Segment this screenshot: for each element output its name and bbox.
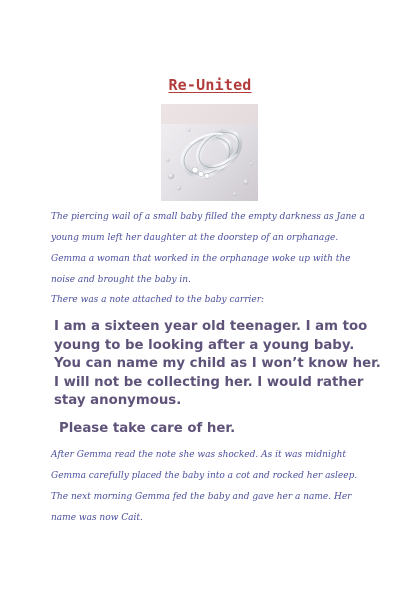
note-body: I am a sixteen year old teenager. I am too young to be looking after a young baby. You can name my child as I won’t know her. I will not be collecting her. I would rather stay anonymous. — [54, 319, 381, 408]
paragraph-aftermath: After Gemma read the note she was shocked. As it was midnight Gemma carefully placed the baby into a cot and rocked her asleep. The next morning Gemma fed the baby and gave her a name. Her name was now Cait. — [51, 450, 358, 523]
note-closing: Please take care of her. — [59, 420, 236, 436]
paragraph-intro: The piercing wail of a small baby filled the empty darkness as Jane a young mum left her daughter at the doorstep of an orphanage. Gemma a woman that worked in the orphanage woke up with the noise and brought the baby in. — [51, 212, 365, 285]
note-text-block — [51, 318, 381, 438]
rings-illustration — [161, 104, 258, 201]
paragraph-note-intro: There was a note attached to the baby carrier: — [51, 295, 265, 305]
document-title: Re-United — [168, 76, 252, 94]
rings-photo — [161, 104, 258, 201]
